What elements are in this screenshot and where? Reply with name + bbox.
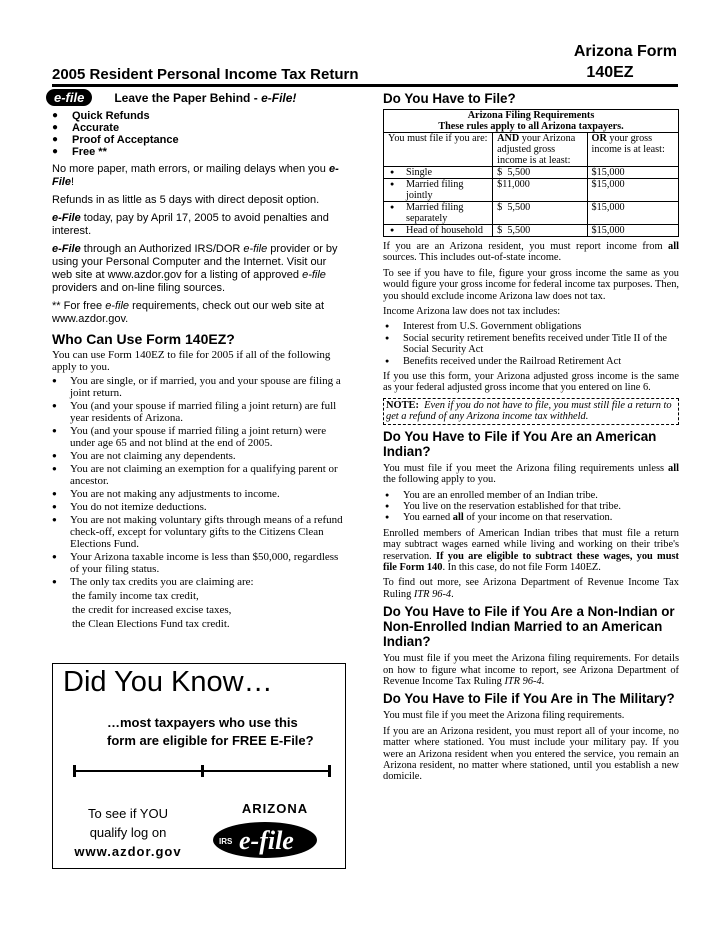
- text: ITR 96-4: [504, 675, 542, 687]
- text: .: [541, 675, 545, 687]
- agi-cell: $ 5,500: [493, 167, 587, 179]
- list-item: ● The only tax credits you are claiming are:: [52, 576, 344, 588]
- paragraph: [52, 243, 344, 295]
- list-item: ● You are not claiming an exemption for a qualifying parent or ancestor.: [52, 463, 344, 487]
- paragraph: [383, 653, 679, 687]
- paragraph: [383, 241, 679, 264]
- text: You earned: [403, 512, 453, 524]
- text: e-file: [105, 300, 130, 312]
- list-item: ● Social security retirement benefits received under Title II of the Social Security Act: [383, 333, 679, 356]
- text: ITR 96-4: [413, 588, 452, 600]
- list-item: ● You are an enrolled member of an Indian tribe.: [383, 490, 679, 501]
- column-header: [493, 133, 587, 167]
- text: e-File: [52, 163, 339, 188]
- paragraph: [383, 463, 679, 486]
- non-taxed-income-list: [383, 321, 679, 367]
- paragraph: [383, 577, 679, 600]
- text: To see if YOU: [88, 806, 168, 821]
- text: e-file: [243, 243, 268, 255]
- text: e-file: [302, 269, 326, 281]
- paragraph: [383, 528, 679, 574]
- text: today, pay by April 17, 2005 to avoid penalties and interest.: [52, 212, 329, 237]
- text: ** For free: [52, 300, 106, 312]
- page-title: 2005 Resident Personal Income Tax Return: [52, 66, 359, 83]
- text: OR: [591, 133, 607, 144]
- arizona-efile-logo: [205, 800, 317, 862]
- text: requirements, check out our web site at www.azdor.gov.: [52, 300, 325, 325]
- gross-cell: $15,000: [587, 202, 678, 225]
- status-cell: ● Single: [384, 167, 493, 179]
- text: AND: [497, 133, 520, 144]
- left-column: [52, 89, 344, 632]
- paragraph: Income Arizona law does not tax includes:: [383, 306, 561, 318]
- header-rule: [52, 84, 678, 87]
- table-row: [384, 225, 679, 237]
- text: These rules apply to all Arizona taxpayers.: [438, 121, 624, 132]
- did-you-know-text: …most taxpayers who use this form are eligible for FREE E-File?: [107, 715, 314, 748]
- text: e-File: [52, 212, 81, 224]
- text: !: [70, 176, 75, 188]
- agi-cell: $ 5,500: [493, 202, 587, 225]
- list-item: ● Your Arizona taxable income is less than $50,000, regardless of your filing status.: [52, 551, 344, 575]
- text: the following apply to you.: [383, 474, 496, 486]
- indian-conditions-list: [383, 490, 679, 524]
- text: of your income on that reservation.: [463, 512, 613, 524]
- text: Married filing jointly: [406, 179, 464, 201]
- paragraph: Refunds in as little as 5 days with direct deposit option.: [52, 194, 320, 206]
- logo-arizona: ARIZONA: [241, 801, 309, 816]
- text: Arizona Filing Requirements: [467, 110, 595, 121]
- logo-irs: IRS: [219, 837, 233, 846]
- benefits-list: [52, 110, 344, 158]
- section-heading: Do You Have to File if You Are a Non-Indian or Non-Enrolled Indian Married to an American Indian?: [383, 604, 675, 650]
- list-item: ● You are single, or if married, you and your spouse are filing a joint return.: [52, 375, 344, 399]
- status-cell: ● Head of household: [384, 225, 493, 237]
- agi-cell: $11,000: [493, 179, 587, 202]
- credit-item: the credit for increased excise taxes,: [72, 604, 232, 616]
- text: To find out more, see Arizona Department of Revenue Income Tax Ruling: [383, 577, 679, 600]
- did-you-know-box: [52, 663, 346, 869]
- text: your gross income is at least:: [591, 133, 665, 155]
- list-item: ● You are not making any adjustments to income.: [52, 488, 344, 500]
- text: all: [452, 512, 464, 524]
- paragraph: [52, 212, 344, 238]
- text: qualify log on: [89, 825, 167, 840]
- note-text: Even if you do not have to file, you must still file a return to get a refund of any Arizona income tax withheld.: [386, 399, 675, 423]
- gross-cell: $15,000: [587, 167, 678, 179]
- note-box: [383, 398, 679, 425]
- list-item: ● Proof of Acceptance: [52, 134, 344, 146]
- list-item: [383, 512, 679, 523]
- text: No more paper, math errors, or mailing delays when you: [52, 163, 329, 175]
- paragraph: If you use this form, your Arizona adjusted gross income is the same as your federal adjusted gross income that you entered on line 6.: [383, 371, 679, 394]
- text: If you are an Arizona resident, you must report income from: [383, 241, 669, 252]
- paragraph: You must file if you meet the Arizona filing requirements.: [383, 710, 625, 722]
- text: Enrolled members of American Indian tribes that must file a return may subtract wages earned while living and working on their tribe's reservation.: [383, 527, 679, 562]
- text: . In this case, do not file Form 140EZ.: [442, 561, 601, 573]
- list-item: ● Interest from U.S. Government obligations: [383, 321, 679, 332]
- text: provider or by using your Personal Computer and the Internet. Visit our web site at www.azdor.gov for a listing of approved: [52, 243, 338, 281]
- tagline-text: Leave the Paper Behind -: [114, 91, 262, 105]
- list-item: ● You (and your spouse if married filing a joint return) are full year residents of Arizona.: [52, 400, 344, 424]
- agi-cell: $ 5,500: [493, 225, 587, 237]
- table-header: [384, 133, 679, 167]
- column-header: You must file if you are:: [384, 133, 493, 167]
- list-item: ● Free **: [52, 146, 344, 158]
- text: Married filing separately: [406, 202, 464, 224]
- list-item: ● Accurate: [52, 122, 344, 134]
- table-row: [384, 179, 679, 202]
- tagline-efile: e-File!: [261, 91, 297, 105]
- list-item: ● You are not claiming any dependents.: [52, 450, 344, 462]
- table-row: [384, 202, 679, 225]
- note-label: NOTE:: [386, 399, 419, 411]
- form-label: Arizona Form: [573, 43, 677, 60]
- did-you-know-title: Did You Know…: [63, 666, 273, 698]
- text: providers and on-line filing sources.: [52, 282, 226, 294]
- right-column: [383, 89, 679, 787]
- paragraph: [52, 300, 344, 326]
- status-cell: ● Married filing separately: [384, 202, 493, 225]
- text: all: [668, 462, 679, 474]
- paragraph: You can use Form 140EZ to file for 2005 if all of the following apply to you.: [52, 349, 331, 373]
- section-heading: Who Can Use Form 140EZ?: [52, 331, 235, 347]
- gross-cell: $15,000: [587, 179, 678, 202]
- text: If you are eligible to subtract these wages, you must file Form 140: [383, 550, 679, 573]
- section-heading: Do You Have to File if You Are in The Military?: [383, 691, 675, 707]
- divider: [73, 770, 331, 772]
- qualify-text: [63, 804, 193, 861]
- text: sources. This includes out-of-state income.: [383, 252, 562, 264]
- credit-item: the Clean Elections Fund tax credit.: [72, 618, 230, 630]
- text: Head of household: [406, 225, 483, 236]
- form-number: 140EZ: [586, 64, 634, 81]
- text: You must file if you meet the Arizona filing requirements. For details on how to figure what income to report, see Arizona Department of Revenue Income Tax Ruling: [383, 653, 679, 687]
- efile-badge: e-file: [46, 89, 92, 106]
- text: all: [668, 241, 679, 252]
- list-item: ● Quick Refunds: [52, 110, 344, 122]
- efile-tagline: [52, 89, 344, 106]
- list-item: ● You are not making voluntary gifts through means of a refund check-off, except for voluntary gifts to the Citizens Clean Elections Fund.: [52, 514, 344, 550]
- list-item: ● You do not itemize deductions.: [52, 501, 344, 513]
- column-header: [587, 133, 678, 167]
- text: through an Authorized IRS/DOR: [80, 243, 244, 255]
- gross-cell: $15,000: [587, 225, 678, 237]
- list-item: ● You live on the reservation established for that tribe.: [383, 501, 679, 512]
- text: your Arizona adjusted gross income is at least:: [497, 133, 576, 166]
- website-link[interactable]: www.azdor.gov: [74, 844, 182, 859]
- section-heading: Do You Have to File?: [383, 91, 516, 106]
- table-row: [384, 167, 679, 179]
- list-item: ● Benefits received under the Railroad Retirement Act: [383, 356, 679, 367]
- paragraph: If you are an Arizona resident, you must report all of your income, no matter where stationed. You must include your military pay. If you were an Arizona resident when you entered the service, you remain an Arizona resident, no matter where stationed, until you establish a new domicile.: [383, 725, 679, 783]
- eligibility-list: [52, 375, 344, 588]
- credit-item: the family income tax credit,: [72, 590, 199, 602]
- table-title: [384, 110, 679, 133]
- paragraph: [52, 163, 344, 189]
- section-heading: Do You Have to File if You Are an American Indian?: [383, 428, 657, 459]
- text: e-File: [52, 243, 81, 255]
- list-item: ● You (and your spouse if married filing a joint return) were under age 65 and not blind at the end of 2005.: [52, 425, 344, 449]
- status-cell: ● Married filing jointly: [384, 179, 493, 202]
- text: You must file if you meet the Arizona filing requirements unless: [383, 462, 669, 474]
- text: Single: [406, 167, 433, 178]
- text: .: [451, 588, 454, 600]
- logo-efile: e-file: [239, 826, 294, 855]
- paragraph: To see if you have to file, figure your gross income the same as you would figure your gross income for federal income tax purposes. Then, you should exclude income Arizona law does not tax.: [383, 267, 679, 302]
- filing-requirements-table: [383, 109, 679, 237]
